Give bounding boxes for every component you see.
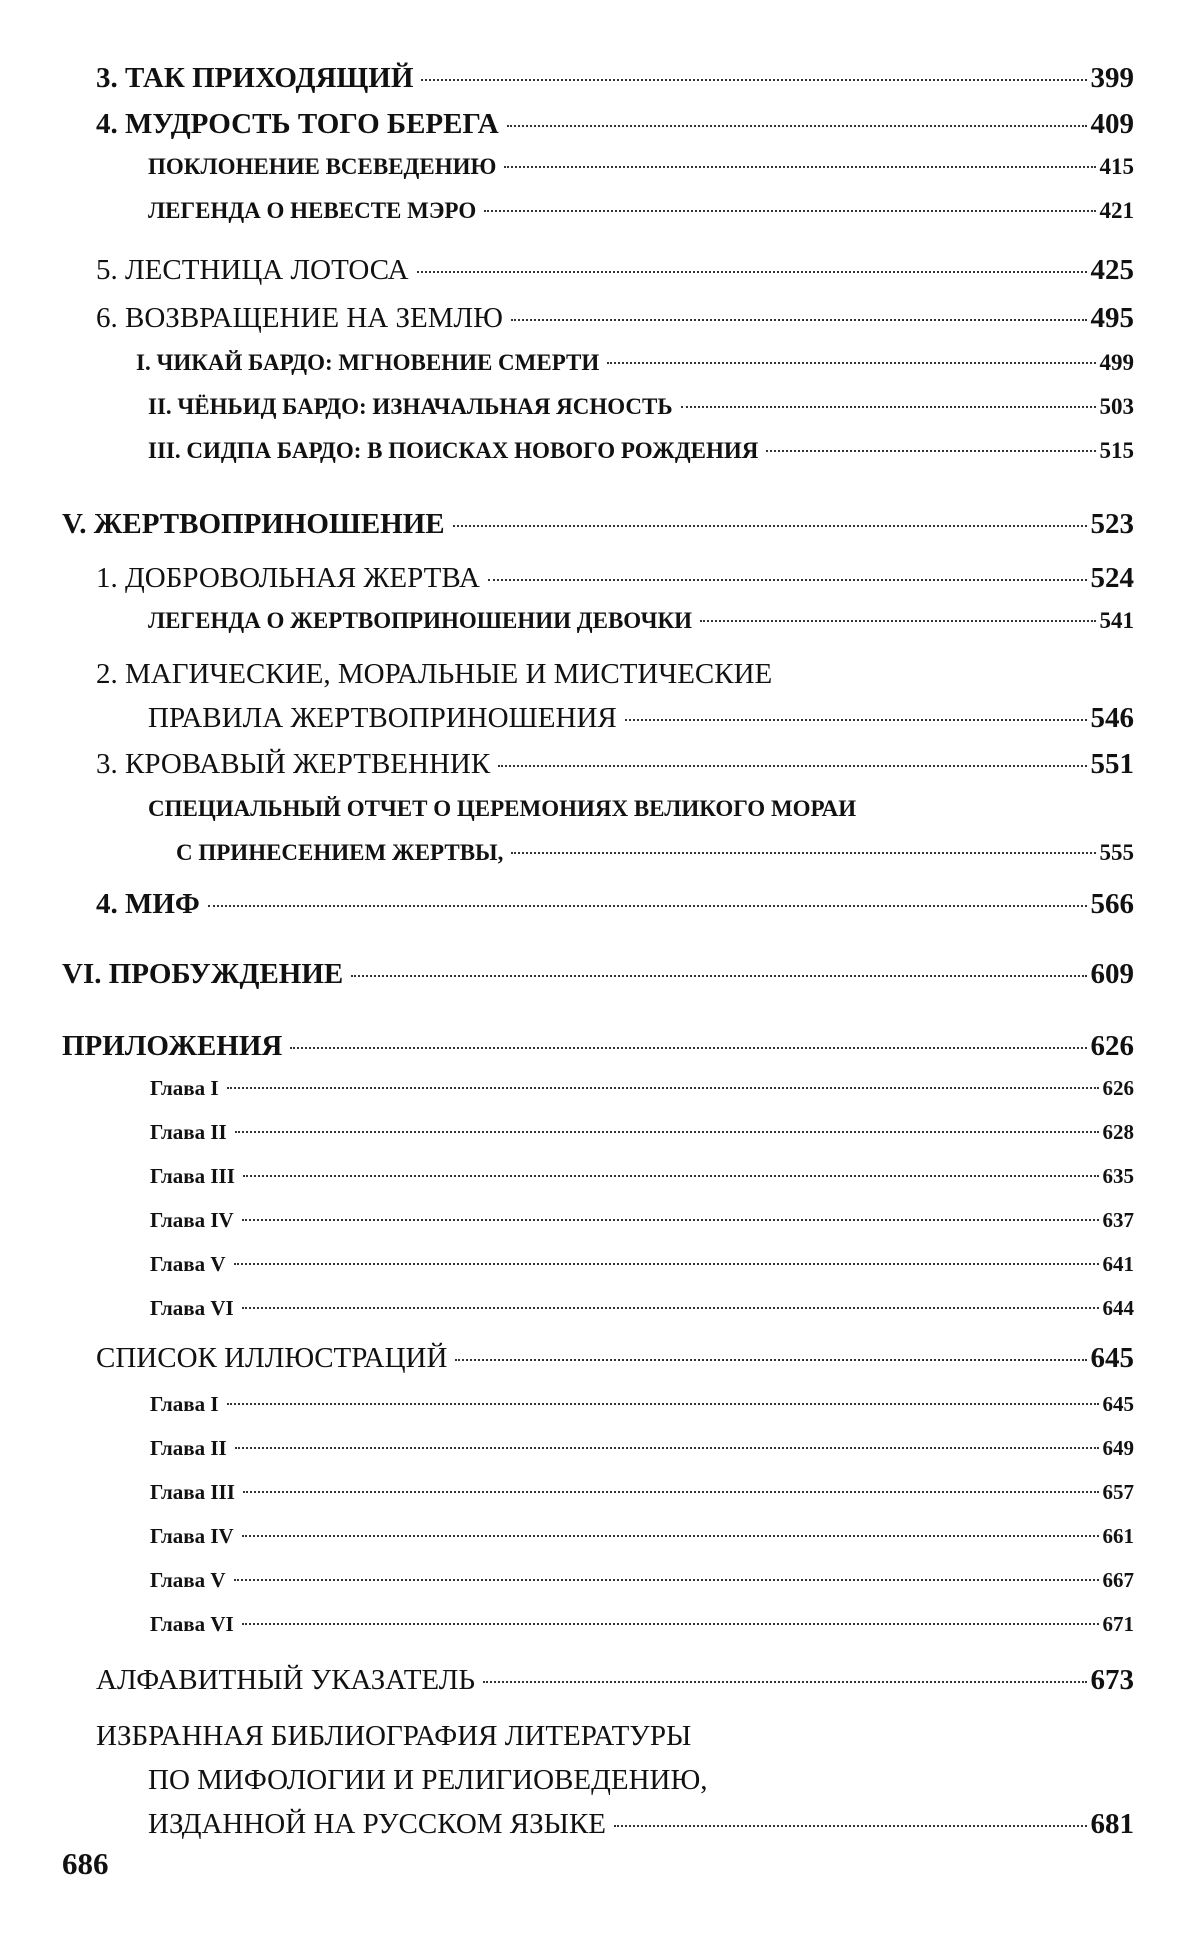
toc-entry — [150, 1392, 1134, 1417]
toc-entry-page: 499 — [1099, 350, 1134, 375]
toc-entry-page: 515 — [1099, 438, 1134, 463]
dot-leader — [227, 1087, 1099, 1089]
dot-leader — [681, 406, 1096, 408]
dot-leader — [290, 1047, 1086, 1049]
dot-leader — [227, 1403, 1099, 1405]
toc-entry-page: 421 — [1099, 198, 1134, 223]
toc-entry — [96, 108, 1134, 141]
toc-entry — [150, 1252, 1134, 1277]
toc-entry-label: 3. ТАК ПРИХОДЯЩИЙ — [96, 62, 414, 94]
toc-entry-label: Глава V — [150, 1252, 226, 1276]
dot-leader — [511, 852, 1095, 854]
toc-entry — [148, 1808, 1134, 1841]
toc-entry-page: 645 — [1090, 1342, 1134, 1374]
dot-leader — [242, 1307, 1099, 1309]
toc-entry-label: Глава III — [150, 1164, 235, 1188]
toc-entry-label: ИЗДАННОЙ НА РУССКОМ ЯЗЫКЕ — [148, 1808, 607, 1840]
toc-entry-page: 671 — [1102, 1612, 1134, 1636]
toc-entry-label: 4. МУДРОСТЬ ТОГО БЕРЕГА — [96, 108, 499, 140]
dot-leader — [242, 1219, 1099, 1221]
dot-leader — [766, 450, 1095, 452]
toc-entry — [150, 1120, 1134, 1145]
toc-entry — [96, 254, 1134, 287]
dot-leader — [483, 1681, 1086, 1683]
toc-entry — [148, 154, 1134, 180]
toc-entry-label: 6. ВОЗВРАЩЕНИЕ НА ЗЕМЛЮ — [96, 302, 503, 334]
toc-entry-label: V. ЖЕРТВОПРИНОШЕНИЕ — [62, 508, 445, 540]
toc-entry — [148, 394, 1134, 420]
dot-leader — [488, 579, 1087, 581]
dot-leader — [700, 620, 1095, 622]
toc-entry-page: 667 — [1102, 1568, 1134, 1592]
toc-entry-page: 609 — [1090, 958, 1134, 990]
toc-entry-page: 661 — [1102, 1524, 1134, 1548]
toc-entry-label: АЛФАВИТНЫЙ УКАЗАТЕЛЬ — [96, 1664, 476, 1696]
dot-leader — [484, 210, 1095, 212]
toc-entry — [96, 1664, 1134, 1697]
toc-entry-page: 541 — [1099, 608, 1134, 633]
toc-entry — [176, 840, 1134, 866]
toc-entry — [148, 198, 1134, 224]
toc-entry — [150, 1480, 1134, 1505]
toc-entry — [96, 302, 1134, 335]
toc-entry-label: Глава IV — [150, 1208, 234, 1232]
toc-entry-first-line: СПЕЦИАЛЬНЫЙ ОТЧЕТ О ЦЕРЕМОНИЯХ ВЕЛИКОГО МОРАИ — [148, 796, 857, 821]
toc-entry — [150, 1524, 1134, 1549]
toc-entry-label: ПРИЛОЖЕНИЯ — [62, 1030, 283, 1062]
toc-entry-label: Глава II — [150, 1120, 227, 1144]
dot-leader — [234, 1579, 1099, 1581]
toc-entry-label: II. ЧЁНЬИД БАРДО: ИЗНАЧАЛЬНАЯ ЯСНОСТЬ — [148, 394, 673, 419]
toc-entry-page: 657 — [1102, 1480, 1134, 1504]
toc-entry-label: III. СИДПА БАРДО: В ПОИСКАХ НОВОГО РОЖДЕНИЯ — [148, 438, 759, 463]
dot-leader — [235, 1131, 1099, 1133]
dot-leader — [208, 905, 1087, 907]
page-number: 686 — [62, 1846, 109, 1881]
toc-entry-page: 399 — [1090, 62, 1134, 94]
toc-entry-page: 409 — [1090, 108, 1134, 140]
toc-entry-page: 673 — [1090, 1664, 1134, 1696]
toc-entry-page: 626 — [1102, 1076, 1134, 1100]
dot-leader — [507, 125, 1087, 127]
dot-leader — [235, 1447, 1099, 1449]
toc-entry — [150, 1296, 1134, 1321]
toc-entry-label: Глава VI — [150, 1296, 234, 1320]
toc-entry — [96, 888, 1134, 921]
toc-entry-page: 645 — [1102, 1392, 1134, 1416]
toc-entry-page: 626 — [1090, 1030, 1134, 1062]
toc-entry — [150, 1208, 1134, 1233]
toc-entry-label: ПРАВИЛА ЖЕРТВОПРИНОШЕНИЯ — [148, 702, 617, 734]
toc-entry-first-line: ИЗБРАННАЯ БИБЛИОГРАФИЯ ЛИТЕРАТУРЫ — [96, 1720, 692, 1752]
toc-entry — [148, 608, 1134, 634]
toc-entry-label: Глава I — [150, 1392, 219, 1416]
toc-entry-middle-line: ПО МИФОЛОГИИ И РЕЛИГИОВЕДЕНИЮ, — [148, 1764, 708, 1796]
dot-leader — [243, 1491, 1099, 1493]
toc-entry — [96, 748, 1134, 781]
toc-entry-page: 555 — [1099, 840, 1134, 865]
toc-entry-page: 566 — [1090, 888, 1134, 920]
toc-entry-label: С ПРИНЕСЕНИЕМ ЖЕРТВЫ, — [176, 840, 504, 865]
toc-entry — [150, 1076, 1134, 1101]
dot-leader — [498, 765, 1086, 767]
toc-entry — [150, 1568, 1134, 1593]
dot-leader — [417, 271, 1087, 273]
toc-entry-label: Глава III — [150, 1480, 235, 1504]
toc-entry-page: 681 — [1090, 1808, 1134, 1840]
dot-leader — [351, 975, 1086, 977]
toc-entry-label: Глава II — [150, 1436, 227, 1460]
toc-entry-page: 425 — [1090, 254, 1134, 286]
toc-entry — [62, 508, 1134, 541]
toc-entry-label: Глава VI — [150, 1612, 234, 1636]
toc-entry-label: 5. ЛЕСТНИЦА ЛОТОСА — [96, 254, 409, 286]
toc-entry-page: 644 — [1102, 1296, 1134, 1320]
toc-entry-label: Глава I — [150, 1076, 219, 1100]
dot-leader — [625, 719, 1087, 721]
toc-entry — [150, 1612, 1134, 1637]
toc-entry-label: ПОКЛОНЕНИЕ ВСЕВЕДЕНИЮ — [148, 154, 497, 179]
dot-leader — [242, 1535, 1099, 1537]
toc-entry — [96, 562, 1134, 595]
toc-entry-page: 637 — [1102, 1208, 1134, 1232]
dot-leader — [234, 1263, 1099, 1265]
dot-leader — [614, 1825, 1086, 1827]
toc-entry-label: I. ЧИКАЙ БАРДО: МГНОВЕНИЕ СМЕРТИ — [136, 350, 600, 375]
toc-entry-label: ЛЕГЕНДА О НЕВЕСТЕ МЭРО — [148, 198, 477, 223]
toc-entry-page: 628 — [1102, 1120, 1134, 1144]
dot-leader — [242, 1623, 1099, 1625]
toc-entry-label: 4. МИФ — [96, 888, 200, 920]
dot-leader — [511, 319, 1087, 321]
toc-entry — [150, 1164, 1134, 1189]
dot-leader — [243, 1175, 1099, 1177]
toc-entry-page: 546 — [1090, 702, 1134, 734]
dot-leader — [455, 1359, 1086, 1361]
toc-entry — [62, 958, 1134, 991]
toc-entry — [96, 62, 1134, 95]
dot-leader — [607, 362, 1095, 364]
toc-entry — [96, 1342, 1134, 1375]
toc-entry-label: Глава V — [150, 1568, 226, 1592]
toc-entry-page: 641 — [1102, 1252, 1134, 1276]
toc-entry-first-line: 2. МАГИЧЕСКИЕ, МОРАЛЬНЫЕ И МИСТИЧЕСКИЕ — [96, 658, 773, 690]
toc-entry-page: 495 — [1090, 302, 1134, 334]
toc-entry — [148, 702, 1134, 735]
toc-entry-page: 635 — [1102, 1164, 1134, 1188]
toc-entry-label: 3. КРОВАВЫЙ ЖЕРТВЕННИК — [96, 748, 491, 780]
toc-entry-page: 523 — [1090, 508, 1134, 540]
toc-entry-label: Глава IV — [150, 1524, 234, 1548]
toc-entry-label: ЛЕГЕНДА О ЖЕРТВОПРИНОШЕНИИ ДЕВОЧКИ — [148, 608, 693, 633]
dot-leader — [504, 166, 1095, 168]
toc-entry-page: 649 — [1102, 1436, 1134, 1460]
toc-entry — [148, 438, 1134, 464]
toc-entry — [136, 350, 1134, 376]
dot-leader — [453, 525, 1087, 527]
toc-entry-page: 551 — [1090, 748, 1134, 780]
toc-entry-page: 503 — [1099, 394, 1134, 419]
toc-entry-page: 524 — [1090, 562, 1134, 594]
dot-leader — [421, 79, 1086, 81]
toc-entry-label: VI. ПРОБУЖДЕНИЕ — [62, 958, 344, 990]
toc-entry-page: 415 — [1099, 154, 1134, 179]
toc-entry-label: СПИСОК ИЛЛЮСТРАЦИЙ — [96, 1342, 448, 1374]
toc-entry — [62, 1030, 1134, 1063]
toc-entry — [150, 1436, 1134, 1461]
toc-entry-label: 1. ДОБРОВОЛЬНАЯ ЖЕРТВА — [96, 562, 480, 594]
